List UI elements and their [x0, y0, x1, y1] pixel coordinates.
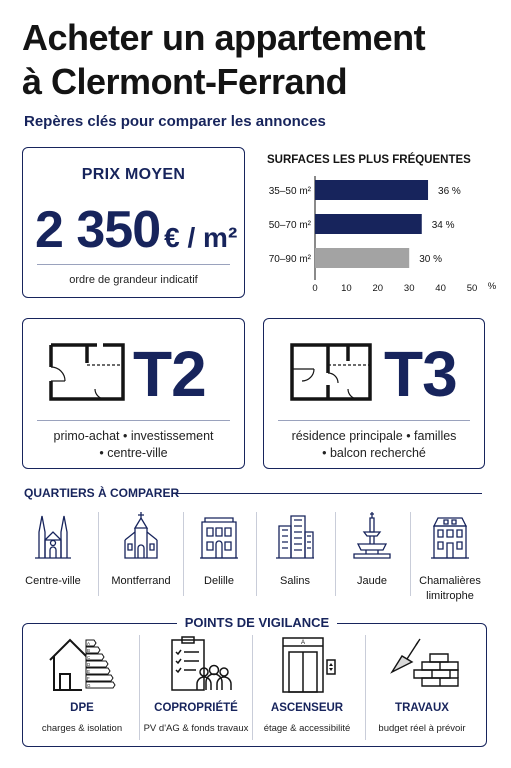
chart-tick-label: 30 — [403, 283, 415, 294]
t3-desc-line-1: résidence principale • familles — [291, 429, 457, 443]
t2-label: T2 — [133, 338, 206, 410]
quartier-separator — [98, 512, 99, 596]
svg-text:C: C — [87, 655, 91, 660]
quartiers-rule — [172, 493, 482, 494]
title-line-1: Acheter un appartement — [22, 17, 426, 58]
quartiers-heading: QUARTIERS À COMPARER — [24, 486, 180, 500]
vigilance-subtitle: PV d'AG & fonds travaux — [143, 723, 249, 734]
t2-card — [22, 318, 245, 469]
vigilance-item-ascenseur — [251, 634, 363, 744]
price-card — [22, 147, 245, 298]
chart-tick-label: 50 — [466, 283, 478, 294]
chart-bar — [315, 180, 428, 200]
quartier-name: Centre-ville — [25, 575, 81, 587]
chart-category-label: 35–50 m² — [268, 186, 311, 197]
vigilance-subtitle: étage & accessibilité — [263, 723, 351, 734]
towers-icon — [275, 510, 315, 560]
church-icon — [121, 510, 161, 560]
mansion-icon — [430, 510, 470, 560]
quartier-name: Montferrand — [111, 575, 171, 587]
vigilance-heading-wrap — [177, 612, 337, 634]
chart-tick-label: 10 — [341, 283, 352, 294]
svg-text:D: D — [87, 662, 91, 667]
quartier-name: Delille — [204, 575, 234, 587]
quartier-item-delille — [180, 510, 258, 600]
energy-label-icon — [48, 634, 116, 692]
quartier-item-centre-ville — [14, 510, 92, 600]
chart-title: SURFACES LES PLUS FRÉQUENTES — [267, 154, 471, 166]
price-label: PRIX MOYEN — [81, 166, 186, 183]
t3-card — [263, 318, 485, 469]
price-divider — [37, 264, 230, 265]
t3-desc-line-2: • balcon recherché — [322, 446, 426, 460]
chart-tick-label: 40 — [435, 283, 446, 294]
vigilance-subtitle: budget réel à prévoir — [378, 723, 466, 734]
quartier-name: Chamalières limitrophe — [419, 575, 481, 602]
floor-plan-t2-icon — [47, 341, 127, 405]
title-line-2: à Clermont-Ferrand — [22, 61, 348, 102]
chart-value-label: 36 % — [438, 186, 461, 197]
chart-bar — [315, 214, 422, 234]
chart-category-label: 70–90 m² — [268, 254, 311, 265]
svg-text:B: B — [87, 648, 91, 653]
chart-value-label: 30 % — [419, 254, 442, 265]
fountain-icon — [352, 510, 392, 560]
t2-divider — [37, 420, 230, 421]
trowel-bricks-icon — [388, 634, 460, 694]
building-icon — [199, 510, 239, 560]
elevator-icon — [273, 634, 343, 694]
price-value — [35, 200, 237, 260]
cathedral-icon — [33, 510, 73, 560]
chart-unit-label: % — [487, 281, 497, 292]
quartier-item-salins — [256, 510, 334, 600]
quartier-item-jaude — [333, 510, 411, 600]
svg-text:G: G — [87, 683, 91, 688]
t2-desc-line-1: primo-achat • investissement — [53, 429, 214, 443]
svg-text:F: F — [87, 676, 90, 681]
subtitle: Repères clés pour comparer les annonces — [24, 113, 326, 130]
svg-text:A: A — [300, 640, 306, 646]
quartier-name: Jaude — [357, 575, 387, 587]
t3-label: T3 — [384, 338, 457, 410]
vigilance-title: COPROPRIÉTÉ — [154, 702, 238, 714]
chart-tick-label: 0 — [312, 283, 318, 294]
chart-tick-label: 20 — [372, 283, 384, 294]
vigilance-subtitle: charges & isolation — [41, 723, 123, 734]
floor-plan-t3-icon — [288, 341, 374, 405]
chart-category-label: 50–70 m² — [268, 220, 311, 231]
vigilance-title: ASCENSEUR — [270, 702, 344, 714]
vigilance-item-dpe — [26, 634, 138, 744]
t3-divider — [278, 420, 470, 421]
chart-svg — [257, 150, 507, 300]
page-title — [22, 16, 502, 104]
price-number: 2 350 — [35, 201, 161, 259]
price-note: ordre de grandeur indicatif — [69, 274, 198, 286]
vigilance-item-travaux — [366, 634, 478, 744]
chart-value-label: 34 % — [431, 220, 455, 231]
vigilance-title: TRAVAUX — [395, 702, 449, 714]
clipboard-icon — [162, 634, 232, 694]
svg-text:E: E — [87, 669, 91, 674]
surface-chart — [257, 150, 507, 300]
svg-text:A: A — [87, 641, 91, 646]
vigilance-heading: POINTS DE VIGILANCE — [184, 615, 330, 630]
quartier-name: Salins — [280, 575, 310, 587]
price-unit: € / m² — [164, 222, 238, 253]
vigilance-title: DPE — [70, 702, 94, 714]
chart-bar — [315, 248, 409, 268]
quartier-item-chamalieres — [411, 510, 489, 600]
vigilance-item-copropriete — [140, 634, 252, 744]
t2-desc-line-2: • centre-ville — [99, 446, 168, 460]
quartier-item-montferrand — [102, 510, 180, 600]
